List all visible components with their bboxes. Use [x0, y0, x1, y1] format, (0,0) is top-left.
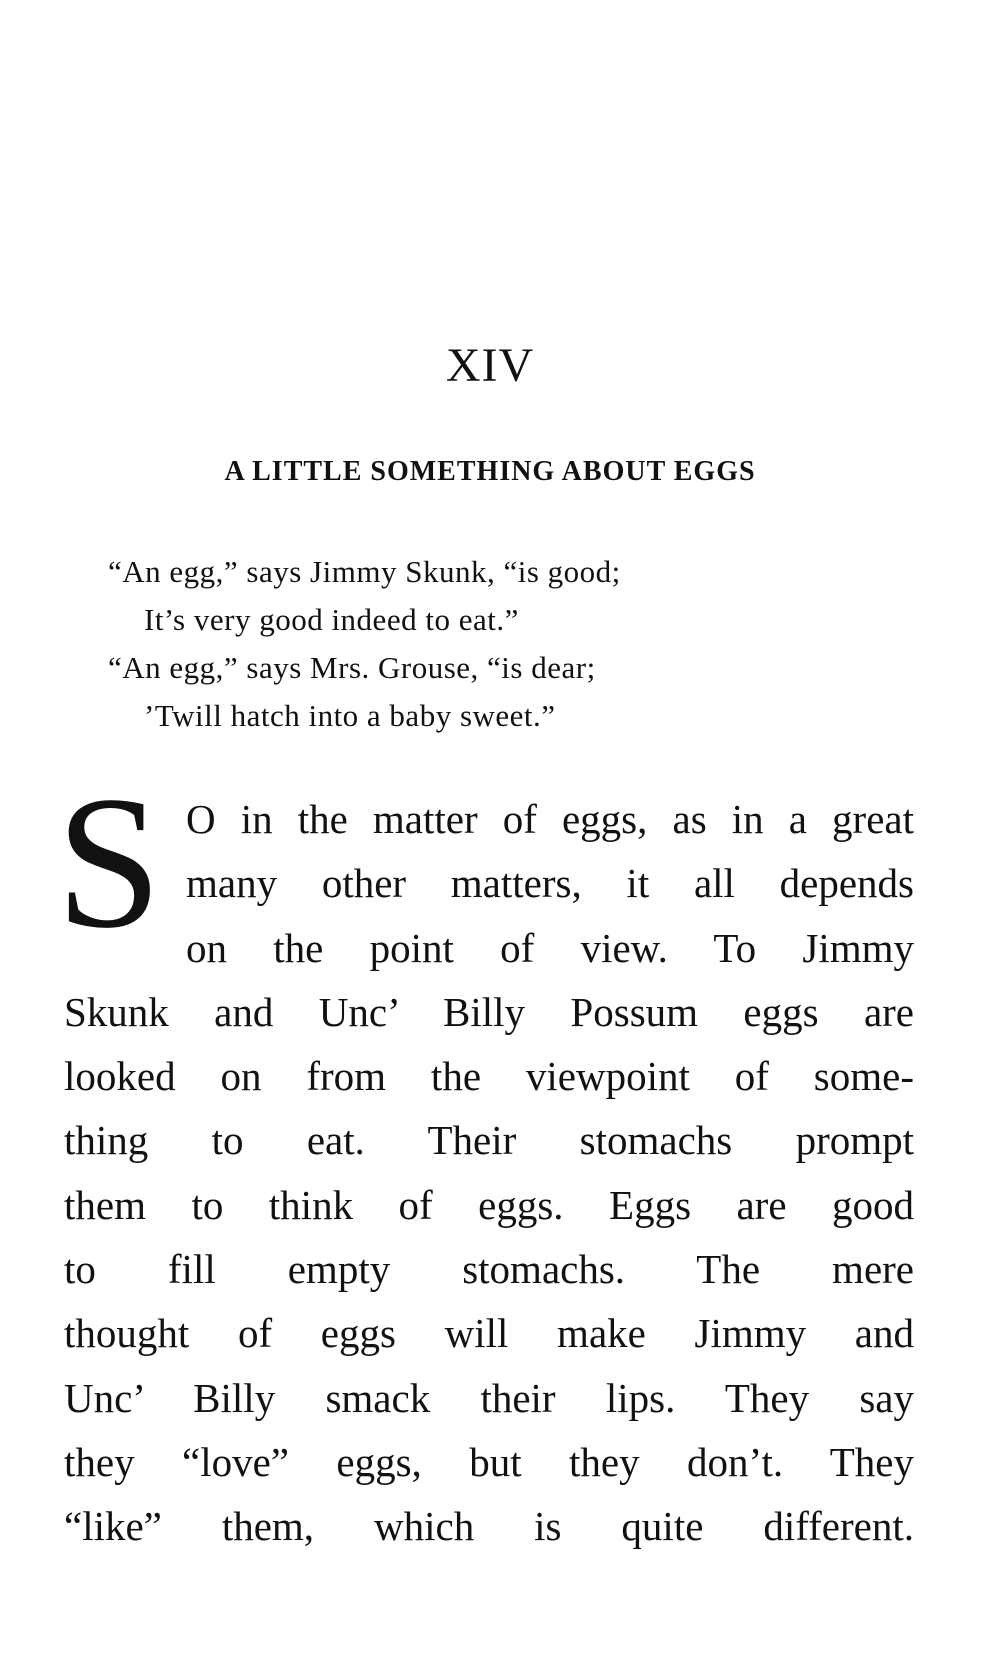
paragraph-line: “like” them, which is quite different.: [64, 1503, 914, 1550]
verse-line: It’s very good indeed to eat.”: [144, 602, 519, 637]
paragraph-line: O in the matter of eggs, as in a great: [186, 796, 914, 842]
chapter-number: XIV: [445, 339, 535, 392]
paragraph-line: them to think of eggs. Eggs are good: [64, 1181, 914, 1228]
drop-cap: S: [56, 758, 162, 968]
paragraph-line: to fill empty stomachs. The mere: [64, 1246, 914, 1293]
verse-line: “An egg,” says Mrs. Grouse, “is dear;: [108, 650, 596, 685]
paragraph-line: thought of eggs will make Jimmy and: [64, 1310, 914, 1357]
verse-line: ’Twill hatch into a baby sweet.”: [144, 698, 556, 733]
epigraph-verse: [108, 548, 908, 740]
paragraph-line: they “love” eggs, but they don’t. They: [64, 1438, 914, 1485]
verse-line: “An egg,” says Jimmy Skunk, “is good;: [108, 554, 621, 589]
paragraph-line: many other matters, it all depends: [186, 860, 914, 907]
chapter-title: A LITTLE SOMETHING ABOUT EGGS: [224, 456, 756, 487]
paragraph-line: Unc’ Billy smack their lips. They say: [64, 1374, 914, 1421]
body-paragraph: [64, 787, 914, 1559]
paragraph-line: thing to eat. Their stomachs prompt: [64, 1117, 914, 1164]
paragraph-line: on the point of view. To Jimmy: [186, 924, 914, 971]
paragraph-line: looked on from the viewpoint of some-: [64, 1053, 914, 1100]
paragraph-line: Skunk and Unc’ Billy Possum eggs are: [64, 988, 914, 1035]
